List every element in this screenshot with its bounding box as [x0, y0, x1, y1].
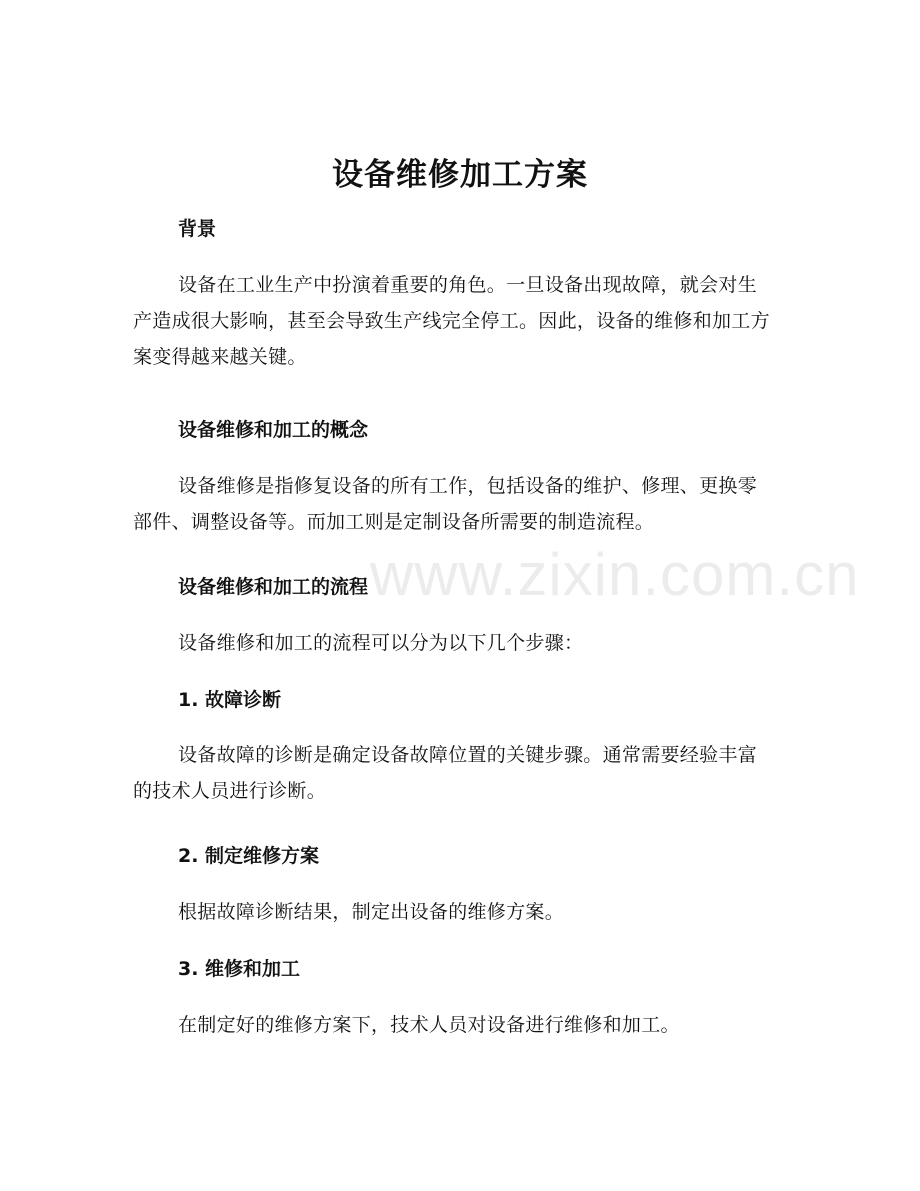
- section-body-process: 设备维修和加工的流程可以分为以下几个步骤：: [178, 632, 584, 654]
- section-body-concept: 设备维修是指修复设备的所有工作，包括设备的维护、修理、更换零部件、调整设备等。而加工则是定制设备所需要的制造流程。: [133, 475, 758, 533]
- section-heading-concept: 设备维修和加工的概念: [178, 419, 369, 441]
- section-body-step-2: 根据故障诊断结果，制定出设备的维修方案。: [178, 901, 565, 923]
- watermark-text: www.zixin.com.cn: [370, 541, 860, 608]
- document-title: 设备维修加工方案: [332, 157, 588, 193]
- section-body-step-1: 设备故障的诊断是确定设备故障位置的关键步骤。通常需要经验丰富的技术人员进行诊断。: [133, 744, 758, 802]
- section-body-background: 设备在工业生产中扮演着重要的角色。一旦设备出现故障，就会对生产造成很大影响，甚至会导致生产线完全停工。因此，设备的维修和加工方案变得越来越关键。: [133, 274, 770, 368]
- section-heading-step-2: 2. 制定维修方案: [178, 845, 320, 867]
- section-heading-process: 设备维修和加工的流程: [178, 576, 369, 598]
- section-heading-step-3: 3. 维修和加工: [178, 958, 301, 980]
- section-heading-step-1: 1. 故障诊断: [178, 689, 282, 711]
- section-body-step-3: 在制定好的维修方案下，技术人员对设备进行维修和加工。: [178, 1014, 680, 1036]
- section-heading-background: 背景: [178, 218, 217, 240]
